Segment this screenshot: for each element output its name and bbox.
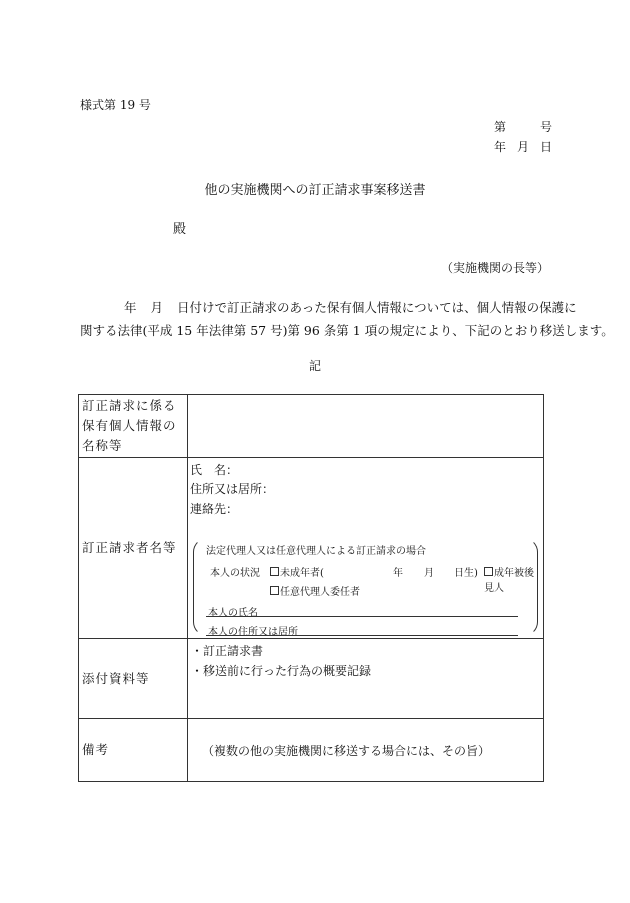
ward-checkbox[interactable] xyxy=(484,567,493,576)
minor-label: 未成年者( xyxy=(280,568,324,579)
table-row xyxy=(79,639,544,719)
minor-month-label: 月 xyxy=(424,568,434,579)
body-line1-text: 日付けで訂正請求のあった保有個人情報については、個人情報の保護に xyxy=(177,300,577,315)
requester-name-label: 氏 名： xyxy=(190,463,239,477)
person-name-underline[interactable] xyxy=(206,616,518,617)
table-row xyxy=(79,395,544,458)
form-number: 様式第 19 号 xyxy=(80,98,151,112)
row-value-info-name[interactable] xyxy=(188,395,544,458)
date-day-label: 日 xyxy=(540,140,553,154)
status-label: 本人の状況 xyxy=(210,568,260,579)
number-label-dai: 第 xyxy=(494,120,507,134)
minor-option[interactable] xyxy=(270,564,324,579)
minor-day-label: 日生) xyxy=(454,568,478,579)
attachment-item: ・移送前に行った行為の概要記録 xyxy=(191,664,372,678)
date-month-label: 月 xyxy=(517,140,530,154)
addressee-suffix: 殿 xyxy=(173,222,187,237)
table-row xyxy=(79,719,544,782)
row-value-remarks xyxy=(188,719,544,782)
body-year: 年 xyxy=(124,300,137,315)
agent-label: 任意代理人委任者 xyxy=(280,587,360,598)
row-value-requester xyxy=(188,458,544,639)
transfer-table xyxy=(78,394,544,782)
agent-checkbox[interactable] xyxy=(270,586,279,595)
body-month: 月 xyxy=(150,300,164,315)
minor-checkbox[interactable] xyxy=(270,567,279,576)
ward-label: 成年被後見人 xyxy=(484,568,534,594)
ward-option-box[interactable] xyxy=(484,564,543,594)
minor-year-label: 年 xyxy=(393,568,403,579)
ki-heading: 記 xyxy=(308,359,321,373)
row-label-info-name: 訂正請求に係る保有個人情報の名称等 xyxy=(79,395,188,458)
person-address-underline[interactable] xyxy=(206,635,518,636)
body-paragraph xyxy=(80,296,614,342)
row-value-attachments xyxy=(188,639,544,719)
table-row xyxy=(79,458,544,639)
remarks-note: （複数の他の実施機関に移送する場合には、その旨） xyxy=(202,743,491,758)
date-year-label: 年 xyxy=(494,140,507,154)
requester-address-label: 住所又は居所： xyxy=(190,482,275,496)
row-label-requester: 訂正請求者名等 xyxy=(79,458,188,639)
attachment-item: ・訂正請求書 xyxy=(191,644,264,658)
agent-option[interactable] xyxy=(270,583,360,598)
body-line-2: 関する法律(平成 15 年法律第 57 号)第 96 条第 1 項の規定により、下記のとおり移送します。 xyxy=(80,323,614,338)
person-address-label: 本人の住所又は居所 xyxy=(208,627,298,638)
requester-contact-label: 連絡先： xyxy=(190,502,239,516)
number-label-gou: 号 xyxy=(540,120,553,134)
proxy-title: 法定代理人又は任意代理人による訂正請求の場合 xyxy=(206,546,426,557)
document-title: 他の実施機関への訂正請求事案移送書 xyxy=(204,183,426,198)
row-label-remarks: 備考 xyxy=(79,719,188,782)
person-name-label: 本人の氏名 xyxy=(208,608,258,619)
sender-name: （実施機関の長等） xyxy=(440,261,549,275)
row-label-attachments: 添付資料等 xyxy=(79,639,188,719)
body-line-1 xyxy=(80,296,577,319)
